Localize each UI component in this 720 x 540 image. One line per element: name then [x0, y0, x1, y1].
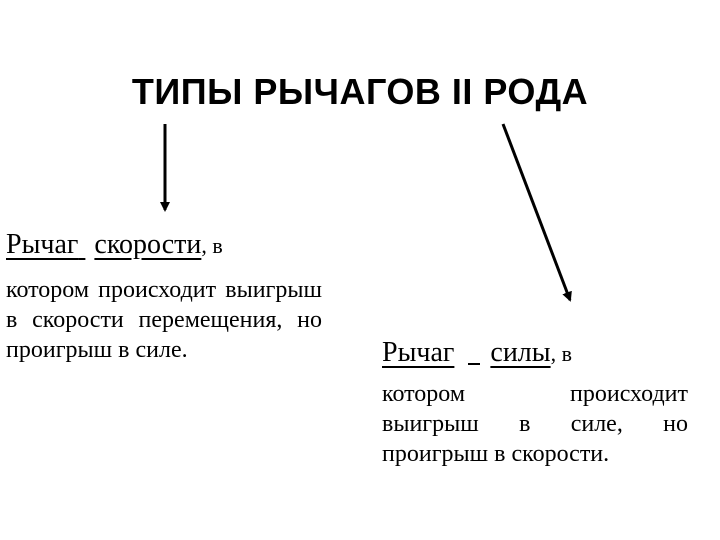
speed-lever-word1: Рычаг: [6, 229, 79, 260]
speed-lever-word2: скорости: [94, 229, 202, 260]
force-lever-block: [382, 336, 688, 469]
arrow-right: [503, 124, 570, 300]
force-lever-word1: Рычаг: [382, 337, 455, 368]
slide-title: ТИПЫ РЫЧАГОВ II РОДА: [131, 71, 589, 112]
force-lever-description: котором происходит выигрыш в силе, но проигрыш в скорости.: [382, 381, 688, 467]
force-lever-heading: [382, 336, 688, 371]
speed-lever-description: котором происходит выигрыш в скорости перемещения, но проигрыш в силе.: [6, 277, 322, 363]
force-lever-dash: [468, 363, 480, 365]
force-lever-tail: , в: [550, 341, 572, 366]
speed-lever-block: [6, 228, 322, 365]
force-lever-word2: силы: [490, 337, 551, 368]
speed-lever-gap: [78, 228, 94, 262]
speed-lever-heading: [6, 228, 322, 263]
speed-lever-tail: , в: [201, 233, 223, 258]
